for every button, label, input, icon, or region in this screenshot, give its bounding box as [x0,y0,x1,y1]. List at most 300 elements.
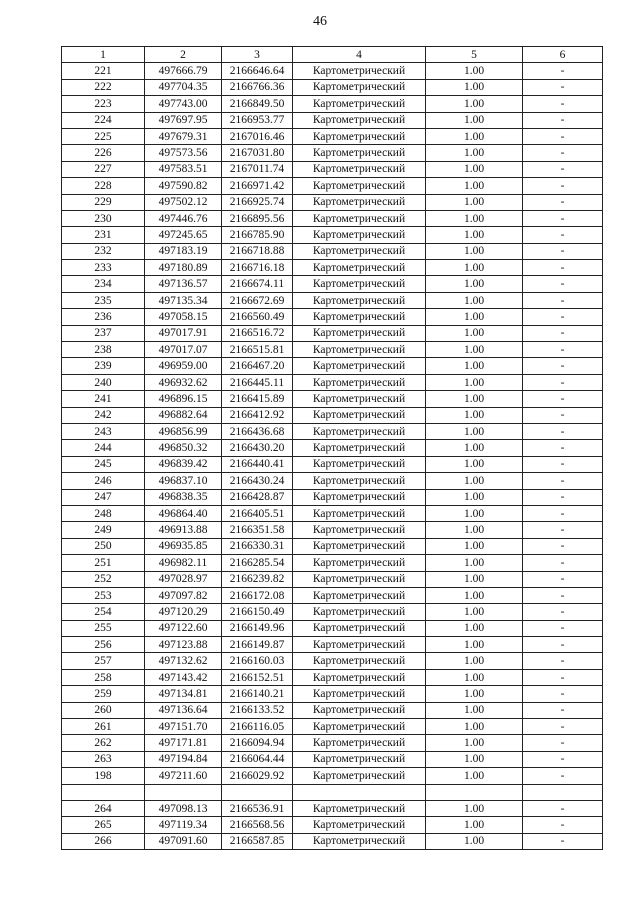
table-row [62,555,603,571]
accuracy-cell: 1.00 [426,96,523,112]
point-number-cell: 241 [62,391,145,407]
coordinates-table [61,46,603,850]
note-cell: - [523,505,603,521]
y-coordinate-cell: 2166029.92 [222,768,293,784]
table-row [62,800,603,816]
note-cell: - [523,817,603,833]
point-number-cell: 239 [62,358,145,374]
point-number-cell: 263 [62,751,145,767]
accuracy-cell: 1.00 [426,292,523,308]
accuracy-cell: 1.00 [426,817,523,833]
x-coordinate-cell: 497502.12 [145,194,222,210]
method-cell: Картометрический [293,473,426,489]
x-coordinate-cell: 497134.81 [145,686,222,702]
table-row [62,702,603,718]
point-number-cell [62,784,145,800]
table-row [62,112,603,128]
note-cell: - [523,800,603,816]
note-cell: - [523,374,603,390]
accuracy-cell: 1.00 [426,128,523,144]
accuracy-cell: 1.00 [426,587,523,603]
x-coordinate-cell: 496932.62 [145,374,222,390]
accuracy-cell: 1.00 [426,374,523,390]
x-coordinate-cell: 497120.29 [145,604,222,620]
accuracy-cell: 1.00 [426,243,523,259]
accuracy-cell: 1.00 [426,309,523,325]
note-cell: - [523,227,603,243]
x-coordinate-cell: 497666.79 [145,63,222,79]
note-cell: - [523,702,603,718]
y-coordinate-cell: 2166133.52 [222,702,293,718]
table-row [62,686,603,702]
note-cell: - [523,407,603,423]
table-row [62,292,603,308]
note-cell [523,784,603,800]
note-cell: - [523,145,603,161]
note-cell: - [523,63,603,79]
point-number-cell: 223 [62,96,145,112]
y-coordinate-cell: 2166785.90 [222,227,293,243]
y-coordinate-cell: 2166672.69 [222,292,293,308]
table-row [62,735,603,751]
note-cell: - [523,112,603,128]
note-cell: - [523,571,603,587]
method-cell [293,784,426,800]
y-coordinate-cell: 2166766.36 [222,79,293,95]
accuracy-cell: 1.00 [426,342,523,358]
y-coordinate-cell: 2166152.51 [222,669,293,685]
y-coordinate-cell: 2166895.56 [222,210,293,226]
accuracy-cell: 1.00 [426,637,523,653]
x-coordinate-cell: 497573.56 [145,145,222,161]
method-cell: Картометрический [293,145,426,161]
y-coordinate-cell: 2166674.11 [222,276,293,292]
x-coordinate-cell: 497211.60 [145,768,222,784]
accuracy-cell: 1.00 [426,227,523,243]
x-coordinate-cell: 497171.81 [145,735,222,751]
point-number-cell: 228 [62,178,145,194]
method-cell: Картометрический [293,342,426,358]
y-coordinate-cell: 2166094.94 [222,735,293,751]
table-row [62,604,603,620]
table-row [62,309,603,325]
note-cell: - [523,161,603,177]
x-coordinate-cell: 497679.31 [145,128,222,144]
method-cell: Картометрический [293,489,426,505]
x-coordinate-cell: 497122.60 [145,620,222,636]
y-coordinate-cell: 2166149.96 [222,620,293,636]
y-coordinate-cell: 2166515.81 [222,342,293,358]
accuracy-cell: 1.00 [426,538,523,554]
y-coordinate-cell: 2166467.20 [222,358,293,374]
table-row [62,522,603,538]
method-cell: Картометрический [293,735,426,751]
point-number-cell: 247 [62,489,145,505]
method-cell: Картометрический [293,325,426,341]
point-number-cell: 224 [62,112,145,128]
method-cell: Картометрический [293,522,426,538]
method-cell: Картометрический [293,407,426,423]
accuracy-cell: 1.00 [426,555,523,571]
method-cell: Картометрический [293,292,426,308]
method-cell: Картометрический [293,358,426,374]
accuracy-cell: 1.00 [426,522,523,538]
column-header-4: 4 [293,47,426,63]
table-row [62,342,603,358]
x-coordinate-cell: 497017.91 [145,325,222,341]
note-cell: - [523,210,603,226]
method-cell: Картометрический [293,702,426,718]
accuracy-cell: 1.00 [426,79,523,95]
accuracy-cell: 1.00 [426,571,523,587]
y-coordinate-cell: 2166718.88 [222,243,293,259]
method-cell: Картометрический [293,128,426,144]
method-cell: Картометрический [293,309,426,325]
y-coordinate-cell: 2166415.89 [222,391,293,407]
method-cell: Картометрический [293,161,426,177]
x-coordinate-cell: 497183.19 [145,243,222,259]
accuracy-cell: 1.00 [426,440,523,456]
method-cell: Картометрический [293,178,426,194]
point-number-cell: 257 [62,653,145,669]
point-number-cell: 265 [62,817,145,833]
note-cell: - [523,719,603,735]
x-coordinate-cell: 497097.82 [145,587,222,603]
accuracy-cell: 1.00 [426,604,523,620]
point-number-cell: 254 [62,604,145,620]
point-number-cell: 249 [62,522,145,538]
column-header-1: 1 [62,47,145,63]
note-cell: - [523,653,603,669]
accuracy-cell: 1.00 [426,833,523,849]
y-coordinate-cell: 2166716.18 [222,260,293,276]
table-row [62,669,603,685]
method-cell: Картометрический [293,604,426,620]
accuracy-cell: 1.00 [426,325,523,341]
method-cell: Картометрический [293,456,426,472]
point-number-cell: 233 [62,260,145,276]
point-number-cell: 237 [62,325,145,341]
y-coordinate-cell: 2166116.05 [222,719,293,735]
x-coordinate-cell: 497136.57 [145,276,222,292]
y-coordinate-cell: 2166405.51 [222,505,293,521]
note-cell: - [523,473,603,489]
table-row [62,538,603,554]
method-cell: Картометрический [293,669,426,685]
y-coordinate-cell: 2166925.74 [222,194,293,210]
x-coordinate-cell: 497151.70 [145,719,222,735]
point-number-cell: 238 [62,342,145,358]
table-row [62,374,603,390]
note-cell: - [523,768,603,784]
note-cell: - [523,342,603,358]
point-number-cell: 261 [62,719,145,735]
x-coordinate-cell: 497058.15 [145,309,222,325]
note-cell: - [523,669,603,685]
point-number-cell: 255 [62,620,145,636]
point-number-cell: 240 [62,374,145,390]
x-coordinate-cell: 497180.89 [145,260,222,276]
accuracy-cell: 1.00 [426,800,523,816]
table-body [62,63,603,850]
method-cell: Картометрический [293,112,426,128]
point-number-cell: 264 [62,800,145,816]
accuracy-cell: 1.00 [426,112,523,128]
accuracy-cell: 1.00 [426,456,523,472]
y-coordinate-cell: 2166172.08 [222,587,293,603]
note-cell: - [523,128,603,144]
note-cell: - [523,260,603,276]
method-cell: Картометрический [293,243,426,259]
point-number-cell: 221 [62,63,145,79]
accuracy-cell: 1.00 [426,489,523,505]
x-coordinate-cell: 497245.65 [145,227,222,243]
table-row [62,210,603,226]
point-number-cell: 234 [62,276,145,292]
note-cell: - [523,423,603,439]
table-row [62,227,603,243]
method-cell: Картометрический [293,440,426,456]
y-coordinate-cell: 2166440.41 [222,456,293,472]
table-header [62,47,603,63]
x-coordinate-cell: 497590.82 [145,178,222,194]
point-number-cell: 225 [62,128,145,144]
accuracy-cell: 1.00 [426,178,523,194]
y-coordinate-cell: 2166436.68 [222,423,293,439]
y-coordinate-cell: 2166568.56 [222,817,293,833]
table-row [62,456,603,472]
point-number-cell: 231 [62,227,145,243]
x-coordinate-cell: 496837.10 [145,473,222,489]
x-coordinate-cell: 497143.42 [145,669,222,685]
point-number-cell: 245 [62,456,145,472]
accuracy-cell: 1.00 [426,407,523,423]
note-cell: - [523,440,603,456]
table-row [62,63,603,79]
x-coordinate-cell: 497028.97 [145,571,222,587]
note-cell: - [523,735,603,751]
y-coordinate-cell: 2166430.24 [222,473,293,489]
x-coordinate-cell: 496839.42 [145,456,222,472]
method-cell: Картометрический [293,653,426,669]
y-coordinate-cell: 2166516.72 [222,325,293,341]
accuracy-cell: 1.00 [426,768,523,784]
method-cell: Картометрический [293,620,426,636]
table-row-separator [62,784,603,800]
point-number-cell: 266 [62,833,145,849]
method-cell: Картометрический [293,571,426,587]
x-coordinate-cell: 497743.00 [145,96,222,112]
x-coordinate-cell: 497704.35 [145,79,222,95]
note-cell: - [523,833,603,849]
method-cell: Картометрический [293,637,426,653]
y-coordinate-cell: 2166140.21 [222,686,293,702]
method-cell: Картометрический [293,423,426,439]
x-coordinate-cell: 496856.99 [145,423,222,439]
accuracy-cell: 1.00 [426,669,523,685]
table-row [62,440,603,456]
table-row [62,178,603,194]
point-number-cell: 256 [62,637,145,653]
point-number-cell: 232 [62,243,145,259]
column-header-3: 3 [222,47,293,63]
table-row [62,719,603,735]
point-number-cell: 258 [62,669,145,685]
method-cell: Картометрический [293,686,426,702]
column-header-2: 2 [145,47,222,63]
y-coordinate-cell: 2166560.49 [222,309,293,325]
table-row [62,817,603,833]
table-row [62,587,603,603]
x-coordinate-cell: 496838.35 [145,489,222,505]
method-cell: Картометрический [293,260,426,276]
x-coordinate-cell: 496896.15 [145,391,222,407]
table-row [62,96,603,112]
accuracy-cell: 1.00 [426,358,523,374]
x-coordinate-cell [145,784,222,800]
y-coordinate-cell: 2166351.58 [222,522,293,538]
point-number-cell: 227 [62,161,145,177]
note-cell: - [523,489,603,505]
method-cell: Картометрический [293,276,426,292]
accuracy-cell: 1.00 [426,145,523,161]
table-row [62,260,603,276]
note-cell: - [523,587,603,603]
x-coordinate-cell: 497017.07 [145,342,222,358]
accuracy-cell: 1.00 [426,260,523,276]
x-coordinate-cell: 497132.62 [145,653,222,669]
accuracy-cell: 1.00 [426,473,523,489]
point-number-cell: 229 [62,194,145,210]
table-row [62,423,603,439]
point-number-cell: 259 [62,686,145,702]
table-row [62,571,603,587]
note-cell: - [523,79,603,95]
y-coordinate-cell: 2166330.31 [222,538,293,554]
x-coordinate-cell: 497091.60 [145,833,222,849]
note-cell: - [523,522,603,538]
x-coordinate-cell: 497123.88 [145,637,222,653]
method-cell: Картометрический [293,587,426,603]
y-coordinate-cell: 2167011.74 [222,161,293,177]
point-number-cell: 235 [62,292,145,308]
accuracy-cell: 1.00 [426,751,523,767]
method-cell: Картометрический [293,210,426,226]
table-row [62,620,603,636]
x-coordinate-cell: 497697.95 [145,112,222,128]
note-cell: - [523,391,603,407]
x-coordinate-cell: 497135.34 [145,292,222,308]
table-row [62,79,603,95]
x-coordinate-cell: 497583.51 [145,161,222,177]
y-coordinate-cell: 2166587.85 [222,833,293,849]
y-coordinate-cell: 2166064.44 [222,751,293,767]
page-number: 46 [313,14,327,29]
accuracy-cell: 1.00 [426,276,523,292]
y-coordinate-cell: 2166536.91 [222,800,293,816]
point-number-cell: 252 [62,571,145,587]
point-number-cell: 242 [62,407,145,423]
accuracy-cell: 1.00 [426,210,523,226]
note-cell: - [523,555,603,571]
table-row [62,833,603,849]
y-coordinate-cell: 2166285.54 [222,555,293,571]
point-number-cell: 262 [62,735,145,751]
accuracy-cell: 1.00 [426,423,523,439]
point-number-cell: 243 [62,423,145,439]
note-cell: - [523,243,603,259]
y-coordinate-cell: 2166953.77 [222,112,293,128]
method-cell: Картометрический [293,194,426,210]
column-header-5: 5 [426,47,523,63]
point-number-cell: 244 [62,440,145,456]
table-row [62,243,603,259]
method-cell: Картометрический [293,555,426,571]
y-coordinate-cell: 2166428.87 [222,489,293,505]
x-coordinate-cell: 496882.64 [145,407,222,423]
note-cell: - [523,276,603,292]
x-coordinate-cell: 496913.88 [145,522,222,538]
table-row [62,768,603,784]
point-number-cell: 198 [62,768,145,784]
table-row [62,128,603,144]
table-row [62,391,603,407]
table-row [62,358,603,374]
method-cell: Картометрический [293,768,426,784]
table-row [62,325,603,341]
table-row [62,489,603,505]
method-cell: Картометрический [293,79,426,95]
method-cell: Картометрический [293,63,426,79]
method-cell: Картометрический [293,719,426,735]
table-row [62,194,603,210]
accuracy-cell: 1.00 [426,735,523,751]
x-coordinate-cell: 496850.32 [145,440,222,456]
y-coordinate-cell: 2166971.42 [222,178,293,194]
method-cell: Картометрический [293,391,426,407]
y-coordinate-cell: 2166412.92 [222,407,293,423]
x-coordinate-cell: 497136.64 [145,702,222,718]
accuracy-cell: 1.00 [426,686,523,702]
y-coordinate-cell: 2166149.87 [222,637,293,653]
table-row [62,751,603,767]
table-row [62,407,603,423]
y-coordinate-cell: 2166445.11 [222,374,293,390]
method-cell: Картометрический [293,505,426,521]
y-coordinate-cell: 2167016.46 [222,128,293,144]
note-cell: - [523,686,603,702]
table-row [62,276,603,292]
y-coordinate-cell: 2166646.64 [222,63,293,79]
accuracy-cell: 1.00 [426,194,523,210]
accuracy-cell: 1.00 [426,620,523,636]
y-coordinate-cell: 2166160.03 [222,653,293,669]
point-number-cell: 253 [62,587,145,603]
method-cell: Картометрический [293,800,426,816]
point-number-cell: 251 [62,555,145,571]
accuracy-cell [426,784,523,800]
point-number-cell: 236 [62,309,145,325]
note-cell: - [523,309,603,325]
method-cell: Картометрический [293,96,426,112]
x-coordinate-cell: 497119.34 [145,817,222,833]
point-number-cell: 226 [62,145,145,161]
accuracy-cell: 1.00 [426,391,523,407]
x-coordinate-cell: 496935.85 [145,538,222,554]
x-coordinate-cell: 496982.11 [145,555,222,571]
accuracy-cell: 1.00 [426,505,523,521]
y-coordinate-cell: 2166239.82 [222,571,293,587]
